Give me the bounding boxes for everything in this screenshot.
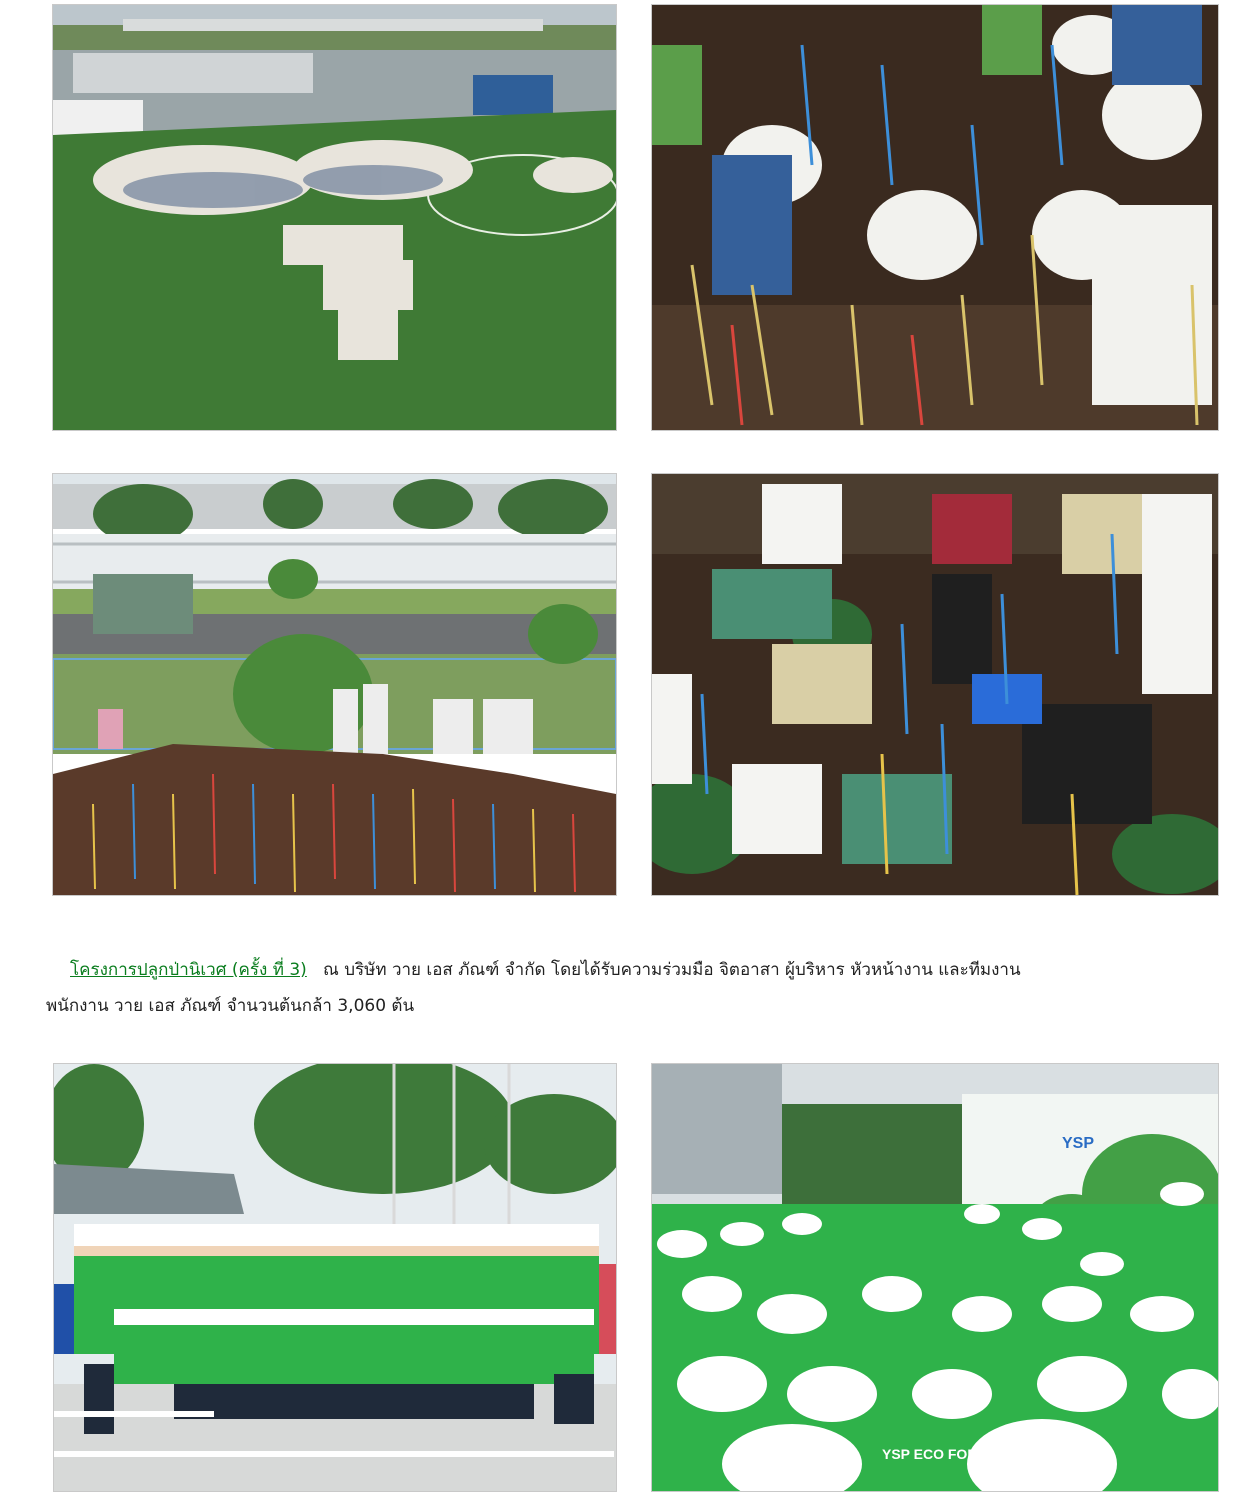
photo-aerial-group-on-lawn (53, 5, 616, 430)
caption-line-2: พนักงาน วาย เอส ภัณฑ์ จำนวนต้นกล้า 3,060 ต้น (46, 996, 415, 1016)
planting-image-2 (652, 474, 1218, 895)
photo-volunteers-planting-2 (652, 474, 1218, 895)
group-photo-image (54, 1064, 616, 1491)
project-link[interactable]: โครงการปลูกป่านิเวศ (ครั้ง ที่ 3) (70, 960, 307, 980)
caption-line-1-text: ณ บริษัท วาย เอส ภัณฑ์ จำกัด โดยได้รับความร่วมมือ จิตอาสา ผู้บริหาร หัวหน้างาน และทีมงาน (323, 960, 1021, 980)
photo-planting-mound (53, 474, 616, 895)
planting-image-1 (652, 5, 1218, 430)
aerial-group-image (53, 5, 616, 430)
crowd-image (652, 1064, 1218, 1491)
photo-group-green-shirts (54, 1064, 616, 1491)
event-caption (46, 952, 1221, 1024)
caption-line-1 (46, 952, 1221, 988)
mound-image (53, 474, 616, 895)
banner-logo: YSP (1062, 1135, 1095, 1152)
photo-crowd-white-caps (652, 1064, 1218, 1491)
photo-volunteers-planting-1 (652, 5, 1218, 430)
shirt-print-text: YSP ECO FOREST (882, 1446, 1005, 1462)
